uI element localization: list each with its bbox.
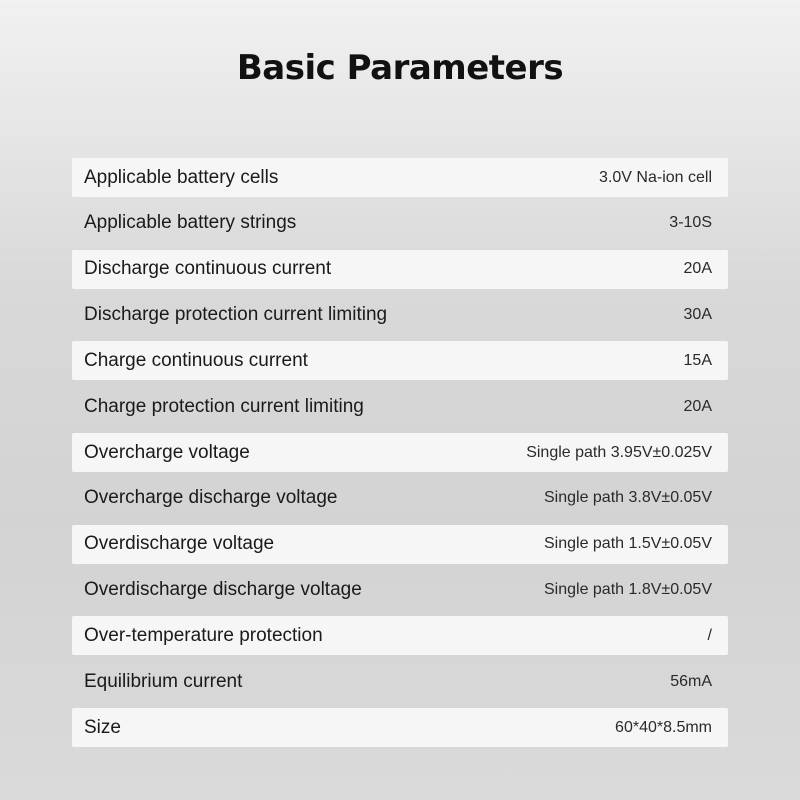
table-row — [72, 708, 728, 747]
table-row — [72, 380, 728, 433]
row-value: Single path 3.95V±0.025V — [526, 443, 712, 461]
row-value: Single path 1.8V±0.05V — [543, 581, 712, 599]
row-label: Discharge protection current limiting — [84, 304, 388, 326]
row-value: 15A — [683, 351, 712, 369]
row-label: Applicable battery cells — [84, 166, 279, 188]
row-label: Charge protection current limiting — [84, 395, 364, 417]
row-value: 60*40*8.5mm — [615, 718, 712, 736]
table-row — [72, 564, 728, 617]
table-row — [72, 525, 728, 564]
row-value: 3-10S — [669, 214, 712, 232]
row-label: Overcharge voltage — [84, 441, 250, 463]
row-value: 20A — [683, 260, 712, 278]
table-row — [72, 341, 728, 380]
table-row — [72, 433, 728, 472]
row-label: Overcharge discharge voltage — [84, 487, 338, 509]
row-value: 56mA — [670, 672, 712, 690]
row-label: Overdischarge discharge voltage — [84, 579, 362, 601]
table-row — [72, 655, 728, 708]
table-row — [72, 472, 728, 525]
table-row — [72, 197, 728, 250]
row-label: Applicable battery strings — [84, 212, 297, 234]
row-label: Over-temperature protection — [84, 624, 323, 646]
row-value: Single path 1.5V±0.05V — [543, 535, 712, 553]
row-value: / — [707, 626, 712, 644]
row-value: 20A — [683, 397, 712, 415]
row-label: Discharge continuous current — [84, 258, 332, 280]
row-label: Overdischarge voltage — [84, 533, 275, 555]
row-label: Size — [84, 716, 121, 738]
table-row — [72, 158, 728, 197]
row-value: Single path 3.8V±0.05V — [543, 489, 712, 507]
table-row — [72, 616, 728, 655]
page-title: Basic Parameters — [236, 48, 564, 88]
parameters-table — [72, 158, 728, 747]
row-value: 30A — [683, 306, 712, 324]
table-row — [72, 250, 728, 289]
row-label: Equilibrium current — [84, 670, 243, 692]
table-row — [72, 289, 728, 342]
row-label: Charge continuous current — [84, 349, 308, 371]
row-value: 3.0V Na-ion cell — [599, 168, 712, 186]
